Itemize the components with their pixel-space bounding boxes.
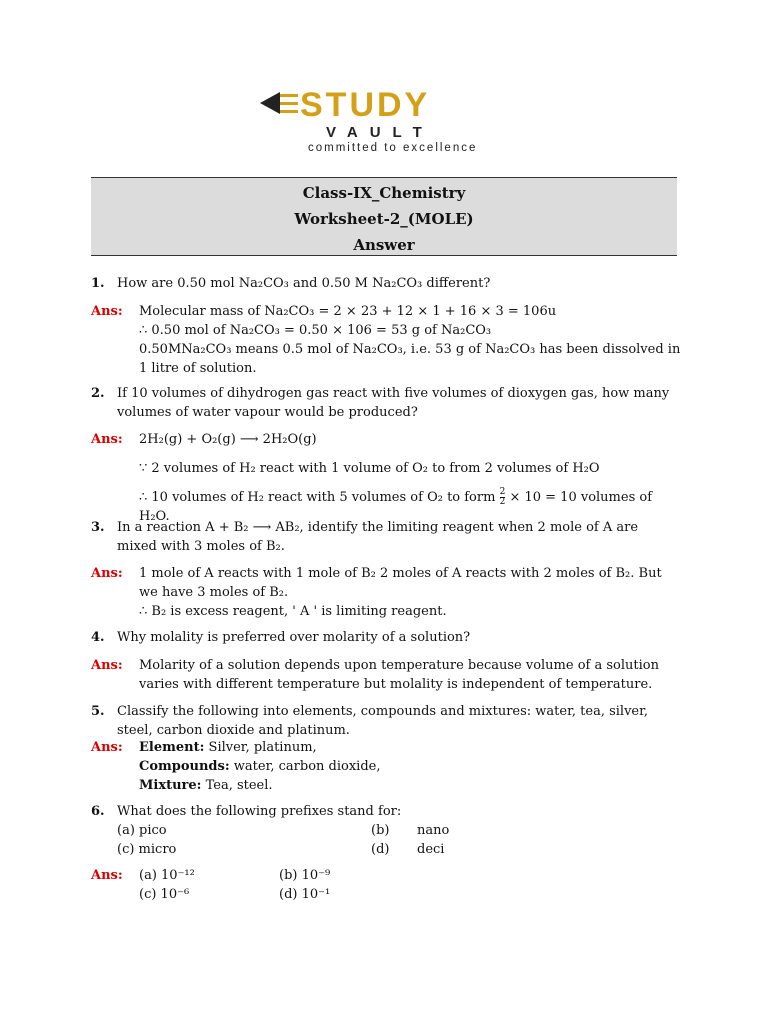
question-3: [91, 518, 681, 556]
ans-label: Ans:: [91, 658, 123, 673]
question-text: How are 0.50 mol Na₂CO₃ and 0.50 M Na₂CO₃ different?: [117, 276, 491, 291]
answer-line: 0.50MNa₂CO₃ means 0.5 mol of Na₂CO₃, i.e. 53 g of Na₂CO₃ has been dissolved in 1 litre of solution.: [139, 342, 681, 376]
question-1: [91, 274, 681, 293]
answer-line: ∵ 2 volumes of H₂ react with 1 volume of O₂ to from 2 volumes of H₂O: [139, 461, 600, 476]
ans-label: Ans:: [91, 566, 123, 581]
pencil-arrow-icon: [260, 92, 280, 114]
answer-line: ∴ 0.50 mol of Na₂CO₃ = 0.50 × 106 = 53 g of Na₂CO₃: [139, 323, 492, 338]
question-number: 5.: [91, 704, 105, 719]
logo-study: STUDY: [300, 86, 431, 124]
element-text: Silver, platinum,: [204, 740, 317, 755]
ans-label: Ans:: [91, 740, 123, 755]
answer-6: [91, 866, 681, 904]
worksheet-header: [91, 177, 677, 256]
prefix-options: [117, 821, 681, 859]
answer-3: [91, 564, 681, 621]
logo-tagline: committed to excellence: [308, 142, 478, 154]
answer-text: × 10 = 10 volumes of H₂O.: [139, 490, 653, 524]
question-2: [91, 384, 681, 422]
answer-c: (c) 10⁻⁶: [139, 887, 190, 902]
ans-label: Ans:: [91, 432, 123, 447]
element-line: [139, 738, 681, 757]
question-text: In a reaction A + B₂ ⟶ AB₂, identify the limiting reagent when 2 mole of A are mixed with 3 moles of B₂.: [117, 520, 639, 554]
option-d-text: deci: [417, 842, 445, 857]
option-b-text: nano: [417, 823, 450, 838]
option-b-label: (b): [371, 823, 390, 838]
answer-line: ∴ B₂ is excess reagent, ' A ' is limiting reagent.: [139, 604, 447, 619]
fraction-denominator: 2: [499, 497, 506, 507]
study-vault-logo: [258, 86, 510, 158]
compounds-text: water, carbon dioxide,: [229, 759, 381, 774]
mixture-line: [139, 776, 681, 795]
question-text: Why molality is preferred over molarity of a solution?: [117, 630, 471, 645]
answer-line: Molecular mass of Na₂CO₃ = 2 × 23 + 12 × 1 + 16 × 3 = 106u: [139, 304, 557, 319]
question-number: 2.: [91, 386, 105, 401]
logo-bar: [280, 110, 298, 113]
option-a: (a) pico: [117, 823, 167, 838]
logo-vault: VAULT: [326, 124, 434, 141]
question-number: 3.: [91, 520, 105, 535]
question-number: 4.: [91, 630, 105, 645]
question-4: [91, 628, 681, 647]
header-class: Class-IX_Chemistry: [302, 184, 466, 202]
compounds-line: [139, 757, 681, 776]
question-5: [91, 702, 681, 740]
answer-equation: 2H₂(g) + O₂(g) ⟶ 2H₂O(g): [139, 432, 317, 447]
answer-1: [91, 302, 681, 378]
fraction: [500, 488, 506, 507]
answer-2: [91, 430, 681, 526]
mixture-label: Mixture:: [139, 778, 202, 793]
fraction-numerator: 2: [499, 487, 506, 497]
answer-4: [91, 656, 681, 694]
answer-a: (a) 10⁻¹²: [139, 868, 195, 883]
answer-text: ∴ 10 volumes of H₂ react with 5 volumes of O₂ to form: [139, 490, 496, 505]
answer-d: (d) 10⁻¹: [279, 887, 331, 902]
question-text: What does the following prefixes stand for:: [117, 804, 402, 819]
question-text: If 10 volumes of dihydrogen gas react with five volumes of dioxygen gas, how many volumes of water vapour would be produced?: [117, 386, 670, 420]
header-worksheet: Worksheet-2_(MOLE): [294, 210, 474, 228]
option-d-label: (d): [371, 842, 390, 857]
logo-bar: [280, 102, 298, 105]
logo-bar: [280, 94, 298, 97]
question-number: 6.: [91, 804, 105, 819]
answer-5: [91, 738, 681, 795]
question-number: 1.: [91, 276, 105, 291]
ans-label: Ans:: [91, 304, 123, 319]
answer-b: (b) 10⁻⁹: [279, 868, 331, 883]
ans-label: Ans:: [91, 868, 123, 883]
header-answer: Answer: [353, 236, 415, 254]
option-c: (c) micro: [117, 842, 177, 857]
prefix-answers: [139, 866, 681, 904]
element-label: Element:: [139, 740, 205, 755]
compounds-label: Compounds:: [139, 759, 230, 774]
question-text: Classify the following into elements, compounds and mixtures: water, tea, silver, steel, carbon dioxide and platinum.: [117, 704, 649, 738]
question-6: [91, 802, 681, 859]
mixture-text: Tea, steel.: [201, 778, 273, 793]
answer-line: Molarity of a solution depends upon temperature because volume of a solution varies with different temperature but molality is independent of temperature.: [139, 658, 659, 692]
answer-line: 1 mole of A reacts with 1 mole of B₂ 2 moles of A reacts with 2 moles of B₂. But we have 3 moles of B₂.: [139, 566, 662, 600]
